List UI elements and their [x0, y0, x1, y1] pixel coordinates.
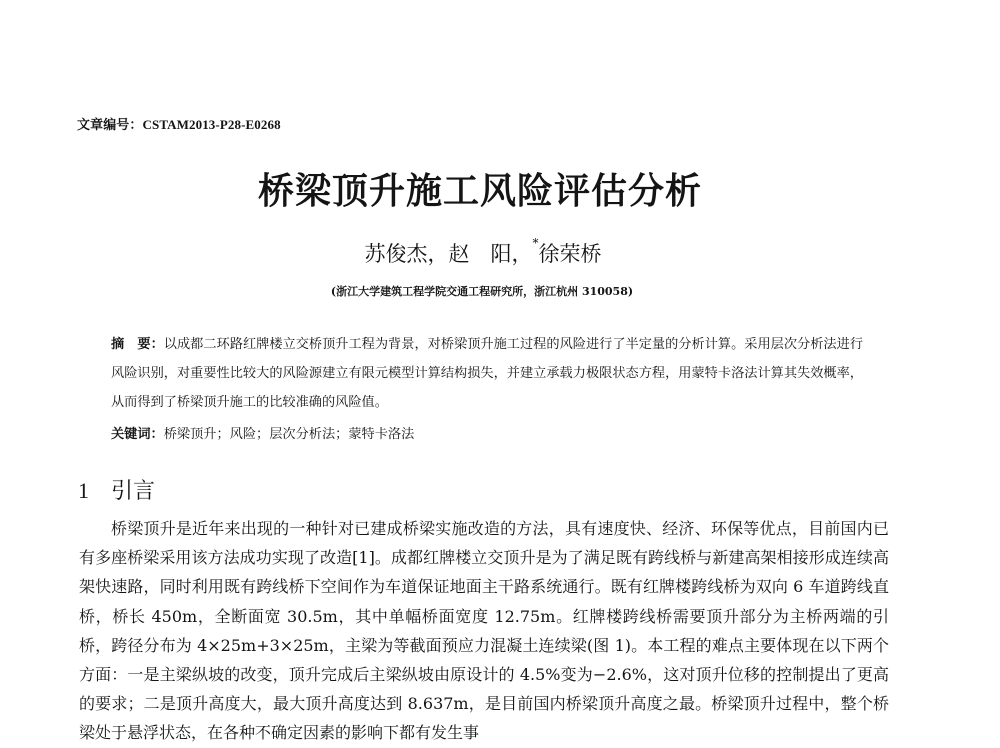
article-id — [77, 114, 281, 133]
author-name: 赵 阳， — [448, 242, 533, 266]
author-name: 徐荣桥 — [538, 242, 602, 266]
affiliation: (浙江大学建筑工程学院交通工程研究所，浙江杭州 310058) — [330, 285, 634, 298]
keywords — [111, 423, 414, 442]
article-id-label: 文章编号： — [77, 118, 143, 133]
abstract — [111, 330, 863, 417]
body-paragraph: 桥梁顶升是近年来出现的一种针对已建成桥梁实施改造的方法，具有速度快、经济、环保等优点，目前国内已有多座桥梁采用该方法成功实现了改造[1]。成都红牌楼立交顶升是为了满足既有跨线桥与新建高架相接形成连续高架快速路，同时利用既有跨线桥下空间作为车道保证地面主干路系统通行。既有红牌楼跨线桥为双向 6 车道跨线直桥，桥长 450m，全断面宽 30.5m，其中单幅桥面宽度 12.75m。红牌楼跨线桥需要顶升部分为主桥两端的引桥，跨径分布为 4×25m+3×25m，主梁为等截面预应力混凝土连续梁(图 1)。本工程的难点主要体现在以下两个方面：一是主梁纵坡的改变，顶升完成后主梁纵坡由原设计的 4.5%变为−2.6%，这对顶升位移的控制提出了更高的要求；二是顶升高度大，最大顶升高度达到 8.637m，是目前国内桥梁顶升高度之最。桥梁顶升过程中，整个桥梁处于悬浮状态，在各种不确定因素的影响下都有发生事 — [79, 519, 889, 743]
keywords-label: 关键词： — [111, 427, 164, 442]
author-list — [0, 238, 966, 268]
keywords-text: 桥梁顶升；风险；层次分析法；蒙特卡洛法 — [163, 427, 415, 442]
article-id-value: CSTAM2013-P28-E0268 — [142, 117, 281, 132]
section-title: 引言 — [111, 479, 156, 504]
section-heading — [78, 474, 155, 505]
abstract-text: 以成都二环路红牌楼立交桥顶升工程为背景，对桥梁顶升施工过程的风险进行了半定量的分析计算。采用层次分析法进行风险识别，对重要性比较大的风险源建立有限元模型计算结构损失，并建立承载力极限状态方程，用蒙特卡洛法计算其失效概率，从而得到了桥梁顶升施工的比较准确的风险值。 — [111, 337, 864, 410]
section-number: 1 — [78, 478, 89, 503]
paper-title: 桥梁顶升施工风险评估分析 — [257, 171, 702, 212]
corresponding-author-mark: * — [532, 236, 539, 250]
abstract-label: 摘 要： — [111, 337, 164, 352]
author-name: 苏俊杰， — [364, 242, 449, 266]
